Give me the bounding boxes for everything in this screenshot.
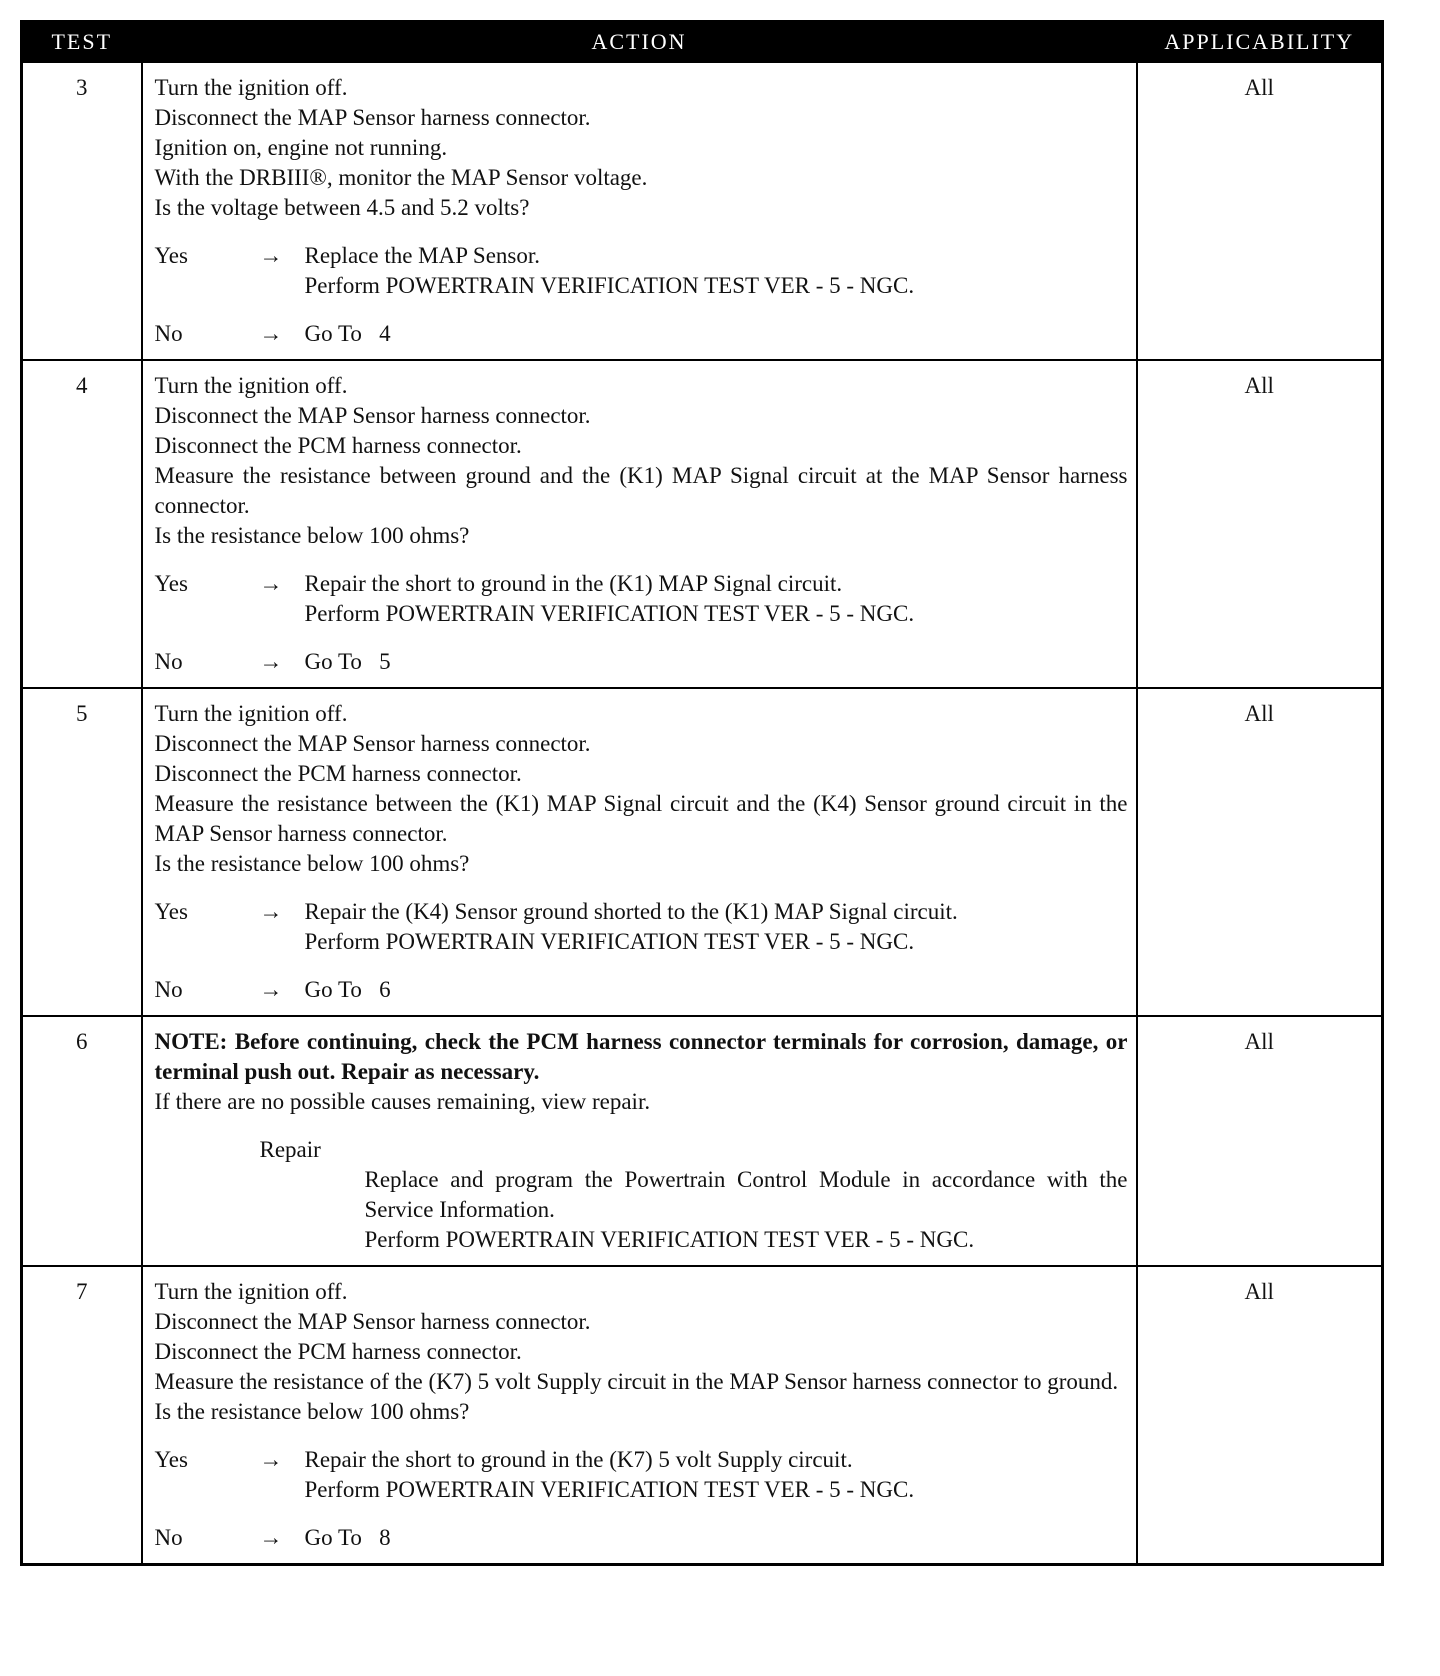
action-cell bbox=[142, 62, 1137, 360]
arrow-right-icon: → bbox=[259, 571, 283, 596]
no-label: No bbox=[154, 1525, 183, 1550]
yes-label: Yes bbox=[154, 571, 188, 596]
action-step: Disconnect the PCM harness connector. bbox=[154, 433, 522, 458]
test-number: 5 bbox=[22, 688, 142, 1016]
yes-action bbox=[305, 1445, 1128, 1505]
table-row bbox=[22, 1266, 1383, 1565]
applicability-value: All bbox=[1137, 360, 1383, 688]
action-cell bbox=[142, 360, 1137, 688]
table-row bbox=[22, 62, 1383, 360]
no-result bbox=[155, 319, 1128, 349]
action-cell bbox=[142, 1266, 1137, 1565]
arrow-right-icon: → bbox=[259, 899, 283, 924]
yes-action-line: Repair the (K4) Sensor ground shorted to the (K1) MAP Signal circuit. bbox=[304, 899, 958, 924]
no-result bbox=[155, 1523, 1128, 1553]
no-label: No bbox=[154, 977, 183, 1002]
action-step: Is the resistance below 100 ohms? bbox=[154, 851, 470, 876]
header-test: TEST bbox=[22, 22, 142, 63]
action-step: Measure the resistance between ground and the (K1) MAP Signal circuit at the MAP Sensor harness connector. bbox=[154, 463, 1128, 518]
go-to-link[interactable]: Go To 4 bbox=[304, 321, 391, 346]
action-step: Disconnect the PCM harness connector. bbox=[154, 761, 522, 786]
arrow-right-icon: → bbox=[259, 649, 283, 674]
yes-action-line: Perform POWERTRAIN VERIFICATION TEST VER - 5 - NGC. bbox=[304, 273, 915, 298]
no-result bbox=[155, 647, 1128, 677]
action-cell bbox=[142, 688, 1137, 1016]
table-row bbox=[22, 688, 1383, 1016]
action-step: Ignition on, engine not running. bbox=[154, 135, 448, 160]
action-step: Turn the ignition off. bbox=[154, 701, 348, 726]
table-body bbox=[22, 62, 1383, 1565]
header-action: ACTION bbox=[142, 22, 1137, 63]
action-step: Measure the resistance of the (K7) 5 volt Supply circuit in the MAP Sensor harness connector to ground. bbox=[154, 1369, 1119, 1394]
action-step: Is the voltage between 4.5 and 5.2 volts? bbox=[154, 195, 530, 220]
yes-action bbox=[305, 897, 1128, 957]
action-step: Disconnect the MAP Sensor harness connector. bbox=[154, 731, 591, 756]
action-step: If there are no possible causes remaining, view repair. bbox=[154, 1089, 651, 1114]
test-number: 7 bbox=[22, 1266, 142, 1565]
action-step: Disconnect the MAP Sensor harness connector. bbox=[154, 403, 591, 428]
no-label: No bbox=[154, 321, 183, 346]
table-row bbox=[22, 1016, 1383, 1266]
repair-result bbox=[155, 1135, 1128, 1255]
yes-action bbox=[305, 241, 1128, 301]
action-cell bbox=[142, 1016, 1137, 1266]
yes-label: Yes bbox=[154, 899, 188, 924]
yes-action-line: Perform POWERTRAIN VERIFICATION TEST VER - 5 - NGC. bbox=[304, 1477, 915, 1502]
yes-action bbox=[305, 569, 1128, 629]
yes-action-line: Repair the short to ground in the (K1) MAP Signal circuit. bbox=[304, 571, 843, 596]
action-step: Is the resistance below 100 ohms? bbox=[154, 1399, 470, 1424]
repair-label: Repair bbox=[259, 1137, 321, 1162]
action-step: Is the resistance below 100 ohms? bbox=[154, 523, 470, 548]
go-to-link[interactable]: Go To 8 bbox=[304, 1525, 391, 1550]
action-step: With the DRBIII®, monitor the MAP Sensor voltage. bbox=[154, 165, 648, 190]
yes-action-line: Replace the MAP Sensor. bbox=[304, 243, 541, 268]
arrow-right-icon: → bbox=[259, 977, 283, 1002]
applicability-value: All bbox=[1137, 62, 1383, 360]
yes-label: Yes bbox=[154, 243, 188, 268]
arrow-right-icon: → bbox=[259, 321, 283, 346]
go-to-link[interactable]: Go To 5 bbox=[304, 649, 391, 674]
arrow-right-icon: → bbox=[259, 1447, 283, 1472]
header-applicability: APPLICABILITY bbox=[1137, 22, 1383, 63]
action-step: Disconnect the MAP Sensor harness connector. bbox=[154, 105, 591, 130]
applicability-value: All bbox=[1137, 1266, 1383, 1565]
action-step: Turn the ignition off. bbox=[154, 75, 348, 100]
yes-result bbox=[155, 897, 1128, 957]
action-step: Disconnect the PCM harness connector. bbox=[154, 1339, 522, 1364]
test-number: 3 bbox=[22, 62, 142, 360]
action-step: Turn the ignition off. bbox=[154, 373, 348, 398]
arrow-right-icon: → bbox=[259, 1525, 283, 1550]
test-number: 4 bbox=[22, 360, 142, 688]
note-text: NOTE: Before continuing, check the PCM harness connector terminals for corrosion, damage, or terminal push out. Repair as necessary. bbox=[154, 1029, 1128, 1084]
go-to-link[interactable]: Go To 6 bbox=[304, 977, 391, 1002]
table-row bbox=[22, 360, 1383, 688]
arrow-right-icon: → bbox=[259, 243, 283, 268]
diagnostic-test-table bbox=[20, 20, 1384, 1566]
applicability-value: All bbox=[1137, 688, 1383, 1016]
table-header bbox=[22, 22, 1383, 63]
yes-action-line: Perform POWERTRAIN VERIFICATION TEST VER - 5 - NGC. bbox=[304, 929, 915, 954]
yes-result bbox=[155, 241, 1128, 301]
applicability-value: All bbox=[1137, 1016, 1383, 1266]
no-label: No bbox=[154, 649, 183, 674]
yes-result bbox=[155, 569, 1128, 629]
yes-label: Yes bbox=[154, 1447, 188, 1472]
action-step: Measure the resistance between the (K1) MAP Signal circuit and the (K4) Sensor ground circuit in the MAP Sensor harness connector. bbox=[154, 791, 1128, 846]
action-step: Disconnect the MAP Sensor harness connector. bbox=[154, 1309, 591, 1334]
repair-action-line: Perform POWERTRAIN VERIFICATION TEST VER - 5 - NGC. bbox=[364, 1227, 975, 1252]
action-step: Turn the ignition off. bbox=[154, 1279, 348, 1304]
yes-result bbox=[155, 1445, 1128, 1505]
no-result bbox=[155, 975, 1128, 1005]
repair-action-line: Replace and program the Powertrain Control Module in accordance with the Service Information. bbox=[364, 1167, 1128, 1222]
header-row bbox=[22, 22, 1383, 63]
yes-action-line: Perform POWERTRAIN VERIFICATION TEST VER - 5 - NGC. bbox=[304, 601, 915, 626]
test-number: 6 bbox=[22, 1016, 142, 1266]
yes-action-line: Repair the short to ground in the (K7) 5 volt Supply circuit. bbox=[304, 1447, 853, 1472]
